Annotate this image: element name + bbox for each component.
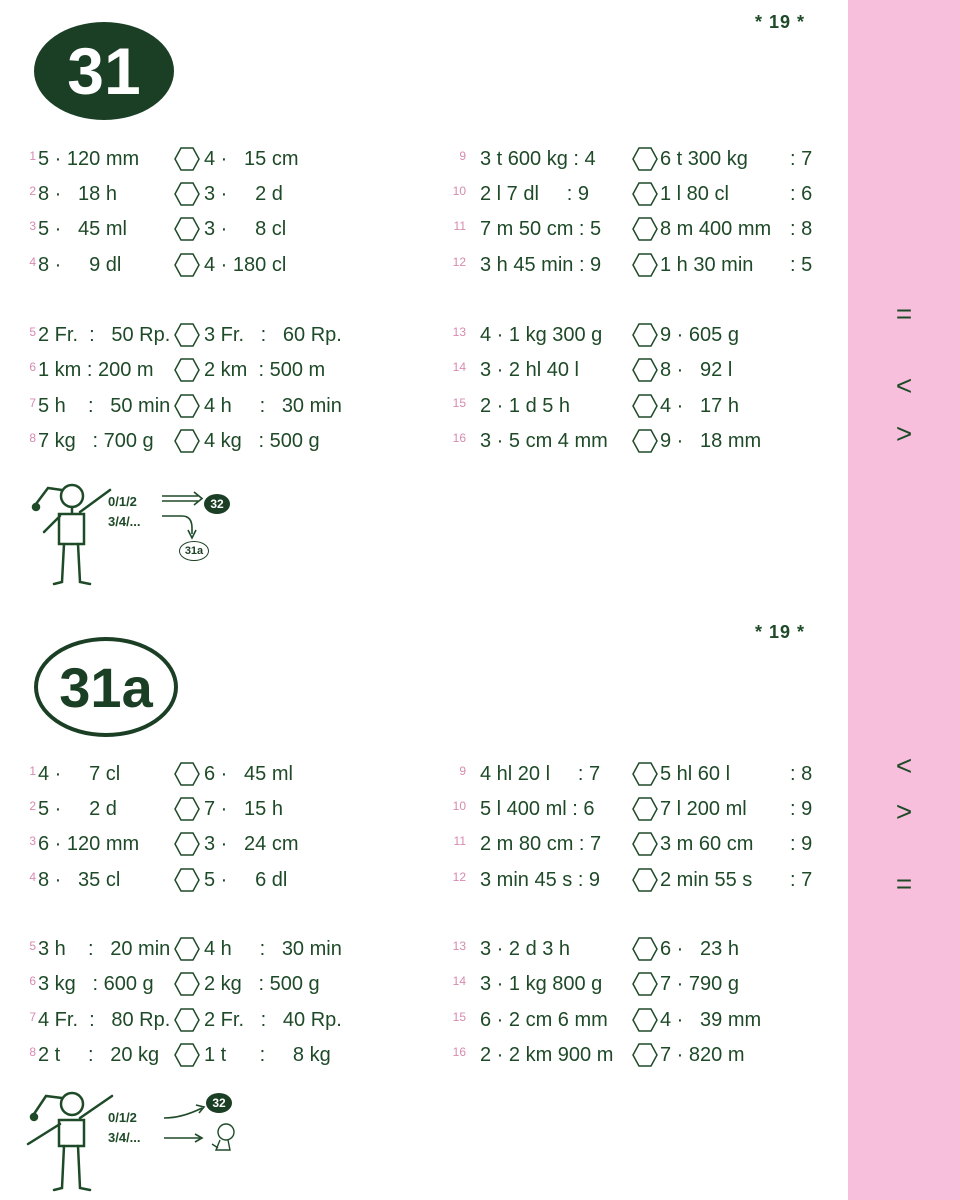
right-term: 9 · 18 mm: [660, 430, 762, 452]
right-term: 6 · 23 h: [660, 938, 739, 960]
side-symbol-greater: >: [895, 418, 913, 449]
right-term: 3 · 8 cl: [204, 218, 287, 240]
left-term: 7 kg : 700 g: [38, 430, 154, 452]
left-term: 3 min 45 s : 9: [480, 869, 601, 891]
exercise-row: [444, 969, 834, 999]
exercise-row: [14, 969, 434, 999]
comparison-hexagon[interactable]: [632, 797, 658, 821]
exercise-row: [14, 391, 434, 421]
pointing-boy-figure: [14, 474, 124, 594]
exercise-row: [444, 934, 834, 964]
comparison-hexagon[interactable]: [632, 1008, 658, 1032]
left-term: 5 l 400 ml : 6: [480, 798, 595, 820]
divisor: : 6: [790, 183, 813, 205]
right-term: 7 · 15 h: [204, 798, 283, 820]
row-number: 11: [453, 834, 466, 848]
left-term: 4 · 7 cl: [38, 763, 121, 785]
left-term: 8 · 35 cl: [38, 869, 121, 891]
arrow-icon: [160, 488, 210, 548]
left-term: 2 · 2 km 900 m: [480, 1044, 614, 1066]
row-number: 16: [452, 431, 466, 445]
arrow-label: 3/4/...: [108, 1130, 141, 1145]
side-symbol-equal: =: [895, 868, 913, 899]
right-term: 1 h 30 min: [660, 254, 754, 276]
left-term: 3 t 600 kg : 4: [480, 148, 596, 170]
exercise-row: [444, 1040, 834, 1070]
comparison-hexagon[interactable]: [174, 182, 200, 206]
exercise-row: [444, 1005, 834, 1035]
right-term: 1 l 80 cl: [660, 183, 729, 205]
comparison-hexagon[interactable]: [174, 394, 200, 418]
exercise-row: [444, 426, 834, 456]
row-number: 6: [29, 360, 36, 374]
comparison-hexagon[interactable]: [632, 217, 658, 241]
comparison-hexagon[interactable]: [174, 1043, 200, 1067]
comparison-hexagon[interactable]: [632, 1043, 658, 1067]
left-term: 2 Fr. : 50 Rp.: [38, 324, 171, 346]
row-number: 16: [452, 1045, 466, 1059]
exercise-row: [444, 759, 834, 789]
exercise-row: [14, 934, 434, 964]
row-number: 14: [452, 360, 466, 374]
row-number: 1: [29, 764, 36, 778]
right-term: 4 · 39 mm: [660, 1009, 762, 1031]
row-number: 2: [29, 184, 36, 198]
row-number: 3: [29, 219, 36, 233]
side-symbol-less: <: [895, 750, 913, 781]
page-number: * 19 *: [755, 12, 806, 32]
comparison-hexagon[interactable]: [174, 429, 200, 453]
row-number: 14: [452, 974, 466, 988]
target-badge-32: 32: [206, 1093, 232, 1113]
left-term: 5 h : 50 min: [38, 395, 171, 417]
exercise-row: [444, 214, 834, 244]
side-symbol-less: <: [895, 370, 913, 401]
left-term: 7 m 50 cm : 5: [480, 218, 602, 240]
row-number: 15: [452, 1010, 466, 1024]
row-number: 12: [452, 255, 466, 269]
right-term: 7 l 200 ml: [660, 798, 747, 820]
exercise-row: [444, 391, 834, 421]
left-term: 4 · 1 kg 300 g: [480, 324, 603, 346]
right-term: 3 · 24 cm: [204, 833, 299, 855]
comparison-hexagon[interactable]: [632, 868, 658, 892]
row-number: 5: [29, 939, 36, 953]
right-term: 9 · 605 g: [660, 324, 739, 346]
divisor: : 9: [790, 833, 813, 855]
row-number: 10: [452, 184, 466, 198]
right-term: 8 m 400 mm: [660, 218, 772, 240]
row-number: 4: [29, 870, 36, 884]
exercise-row: [444, 794, 834, 824]
page-number: * 19 *: [755, 622, 806, 642]
comparison-hexagon[interactable]: [632, 253, 658, 277]
comparison-hexagon[interactable]: [174, 972, 200, 996]
exercise-row: [444, 865, 834, 895]
exercise-row: [14, 355, 434, 385]
right-term: 5 hl 60 l: [660, 763, 731, 785]
comparison-hexagon[interactable]: [174, 323, 200, 347]
helper-face-icon: [206, 1120, 240, 1154]
left-term: 8 · 18 h: [38, 183, 117, 205]
comparison-hexagon[interactable]: [174, 762, 200, 786]
left-term: 3 h : 20 min: [38, 938, 171, 960]
comparison-hexagon[interactable]: [632, 394, 658, 418]
right-term: 7 · 790 g: [660, 973, 739, 995]
arrow-label: 0/1/2: [108, 1110, 137, 1125]
exercise-row: [14, 214, 434, 244]
comparison-hexagon[interactable]: [174, 358, 200, 382]
exercise-row: [444, 250, 834, 280]
exercise-row: [14, 865, 434, 895]
right-term: 3 Fr. : 60 Rp.: [204, 324, 342, 346]
left-term: 8 · 9 dl: [38, 254, 122, 276]
arrow-label: 0/1/2: [108, 494, 137, 509]
left-term: 6 · 2 cm 6 mm: [480, 1009, 608, 1031]
right-term: 7 · 820 m: [660, 1044, 745, 1066]
row-number: 7: [29, 396, 36, 410]
right-term: 6 t 300 kg: [660, 148, 748, 170]
left-term: 5 · 2 d: [38, 798, 117, 820]
comparison-hexagon[interactable]: [174, 147, 200, 171]
left-term: 3 · 5 cm 4 mm: [480, 430, 608, 452]
right-term: 4 · 15 cm: [204, 148, 299, 170]
left-term: 5 · 45 ml: [38, 218, 127, 240]
exercise-row: [14, 1040, 434, 1070]
divisor: : 5: [790, 254, 813, 276]
comparison-hexagon[interactable]: [174, 868, 200, 892]
right-term: 4 · 17 h: [660, 395, 739, 417]
pink-side-strip: [848, 0, 960, 1200]
right-term: 6 · 45 ml: [204, 763, 293, 785]
row-number: 7: [29, 1010, 36, 1024]
left-term: 3 h 45 min : 9: [480, 254, 602, 276]
comparison-hexagon[interactable]: [174, 253, 200, 277]
exercise-row: [14, 1005, 434, 1035]
exercise-row: [444, 829, 834, 859]
comparison-hexagon[interactable]: [174, 797, 200, 821]
left-term: 2 m 80 cm : 7: [480, 833, 602, 855]
row-number: 9: [459, 149, 466, 163]
comparison-hexagon[interactable]: [174, 1008, 200, 1032]
right-term: 3 · 2 d: [204, 183, 283, 205]
divisor: : 9: [790, 798, 813, 820]
left-term: 2 t : 20 kg: [38, 1044, 160, 1066]
left-term: 5 · 120 mm: [38, 148, 140, 170]
row-number: 9: [459, 764, 466, 778]
arrow-icon: [162, 1100, 210, 1146]
row-number: 8: [29, 1045, 36, 1059]
left-term: 2 l 7 dl : 9: [480, 183, 589, 205]
comparison-hexagon[interactable]: [632, 762, 658, 786]
comparison-hexagon[interactable]: [632, 832, 658, 856]
right-term: 5 · 6 dl: [204, 869, 288, 891]
target-badge-32: 32: [204, 494, 230, 514]
side-symbol-greater: >: [895, 796, 913, 827]
row-number: 4: [29, 255, 36, 269]
comparison-hexagon[interactable]: [632, 972, 658, 996]
row-number: 5: [29, 325, 36, 339]
exercise-row: [444, 179, 834, 209]
left-term: 6 · 120 mm: [38, 833, 140, 855]
left-term: 3 · 2 hl 40 l: [480, 359, 579, 381]
row-number: 10: [452, 799, 466, 813]
exercise-row: [14, 794, 434, 824]
exercise-row: [14, 759, 434, 789]
row-number: 2: [29, 799, 36, 813]
target-badge-31a: 31a: [179, 541, 209, 561]
right-term: 4 kg : 500 g: [204, 430, 320, 452]
exercise-row: [444, 320, 834, 350]
right-term: 2 Fr. : 40 Rp.: [204, 1009, 342, 1031]
left-term: 1 km : 200 m: [38, 359, 154, 381]
comparison-hexagon[interactable]: [632, 323, 658, 347]
row-number: 12: [452, 870, 466, 884]
comparison-hexagon[interactable]: [632, 182, 658, 206]
left-term: 2 · 1 d 5 h: [480, 395, 571, 417]
row-number: 3: [29, 834, 36, 848]
row-number: 15: [452, 396, 466, 410]
exercise-row: [444, 355, 834, 385]
right-term: 8 · 92 l: [660, 359, 733, 381]
right-term: 2 kg : 500 g: [204, 973, 320, 995]
exercise-row: [14, 829, 434, 859]
exercise-badge-31: 31: [34, 22, 174, 120]
comparison-hexagon[interactable]: [632, 429, 658, 453]
divisor: : 8: [790, 218, 813, 240]
right-term: 2 min 55 s: [660, 869, 753, 891]
right-term: 2 km : 500 m: [204, 359, 326, 381]
arrow-label: 3/4/...: [108, 514, 141, 529]
exercise-row: [444, 144, 834, 174]
row-number: 1: [29, 149, 36, 163]
divisor: : 8: [790, 763, 813, 785]
exercise-row: [14, 320, 434, 350]
left-term: 3 kg : 600 g: [38, 973, 154, 995]
row-number: 6: [29, 974, 36, 988]
left-term: 3 · 2 d 3 h: [480, 938, 571, 960]
exercise-row: [14, 179, 434, 209]
right-term: 3 m 60 cm: [660, 833, 754, 855]
comparison-hexagon[interactable]: [174, 937, 200, 961]
comparison-hexagon[interactable]: [632, 358, 658, 382]
divisor: : 7: [790, 148, 813, 170]
right-term: 1 t : 8 kg: [204, 1044, 331, 1066]
side-symbol-equal: =: [895, 298, 913, 329]
exercise-row: [14, 250, 434, 280]
comparison-hexagon[interactable]: [174, 832, 200, 856]
exercise-row: [14, 144, 434, 174]
comparison-hexagon[interactable]: [632, 937, 658, 961]
row-number: 8: [29, 431, 36, 445]
left-term: 3 · 1 kg 800 g: [480, 973, 603, 995]
exercise-row: [14, 426, 434, 456]
right-term: 4 · 180 cl: [204, 254, 287, 276]
right-term: 4 h : 30 min: [204, 395, 342, 417]
left-term: 4 Fr. : 80 Rp.: [38, 1009, 171, 1031]
left-term: 4 hl 20 l : 7: [480, 763, 601, 785]
right-term: 4 h : 30 min: [204, 938, 342, 960]
exercise-badge-31a: 31a: [34, 637, 178, 737]
comparison-hexagon[interactable]: [174, 217, 200, 241]
row-number: 11: [453, 219, 466, 233]
divisor: : 7: [790, 869, 813, 891]
row-number: 13: [452, 939, 466, 953]
comparison-hexagon[interactable]: [632, 147, 658, 171]
row-number: 13: [452, 325, 466, 339]
